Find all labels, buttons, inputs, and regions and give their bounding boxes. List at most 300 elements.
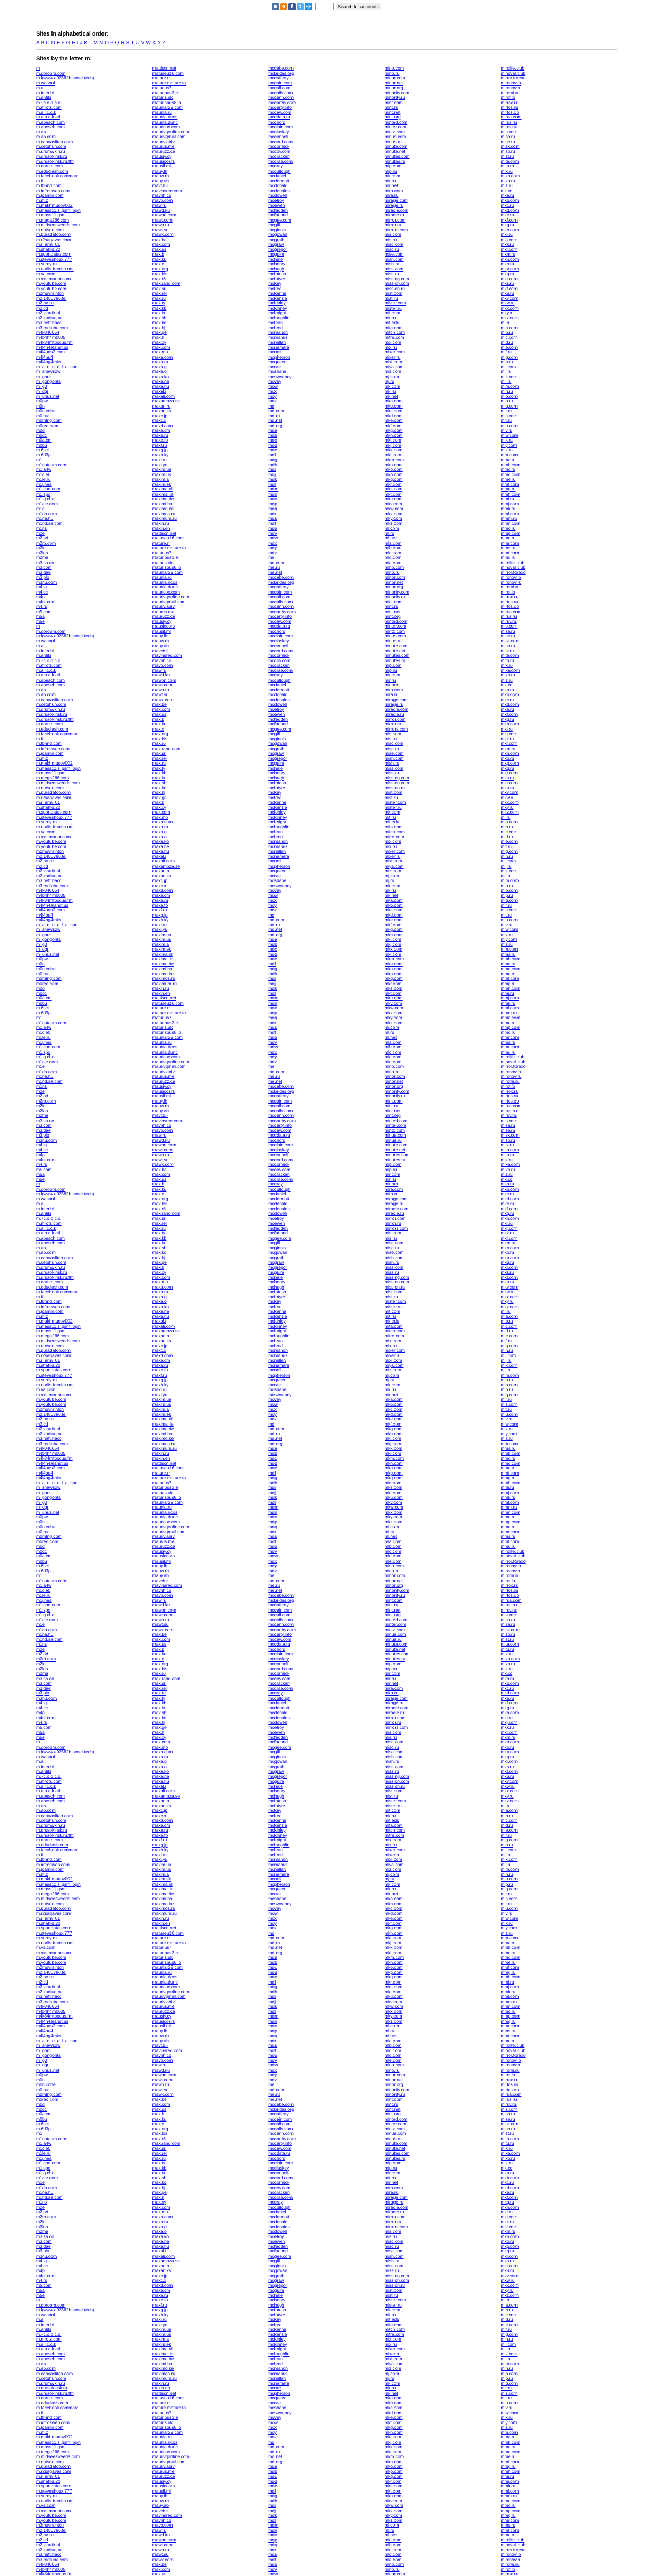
site-link[interactable]: m_dgr [36,946,49,952]
site-link[interactable]: mitre.com [384,334,404,340]
site-link[interactable]: mkb.com [501,692,519,697]
site-link[interactable]: mausil.ml [152,628,171,634]
site-link[interactable]: mitu.ru [501,2141,514,2146]
site-link[interactable]: minted.com [384,1117,408,1123]
site-link[interactable]: mish.com [384,1255,404,1260]
site-link[interactable]: ml.net [384,1534,397,1539]
site-link[interactable]: minutes.ru [384,158,405,164]
site-link[interactable]: mli.com [501,1352,516,1358]
site-link[interactable]: mla.com [384,2537,402,2543]
site-link[interactable]: max.be [152,1166,167,1172]
site-link[interactable]: mature.rr [152,75,170,80]
site-link[interactable]: md.ru [268,413,280,418]
site-link[interactable]: mkz.com [384,2517,403,2523]
site-link[interactable]: mise.com [384,251,404,257]
site-link[interactable]: mkx.com [501,1294,519,1299]
site-link[interactable]: mish.com [384,2253,404,2259]
site-link[interactable]: m3.redtube.com [36,1998,68,2004]
site-link[interactable]: mccdata.ru [268,114,290,120]
site-link[interactable]: minus.com [384,134,406,139]
site-link[interactable]: mirror.ru [384,721,401,726]
site-link[interactable]: m.wasnol [36,1196,55,1201]
site-link[interactable]: mkf.com [501,2194,518,2200]
site-link[interactable]: maxim.ua [152,2327,171,2332]
site-link[interactable]: mawd.ku [152,1137,170,1143]
site-link[interactable]: mds [268,2043,277,2048]
site-link[interactable]: mixi.com [384,858,402,863]
site-link[interactable]: max.ty [152,1230,165,1235]
site-link[interactable]: mirolife.club [501,560,525,565]
site-link[interactable]: mdt [268,1029,276,1035]
site-link[interactable]: mkz.com [501,1303,519,1309]
site-link[interactable]: mirage.ru [384,1201,404,1206]
site-link[interactable]: mcintyre [268,785,285,790]
site-link[interactable]: mkl.com [384,1450,401,1456]
site-link[interactable]: m_gongonta [36,379,61,384]
site-link[interactable]: mkr.com [501,2253,518,2259]
site-link[interactable]: m.r_arm_01 [36,2473,60,2479]
site-link[interactable]: maunla.ricos [152,579,178,585]
site-link[interactable]: mccord.com [268,1157,293,1162]
site-link[interactable]: mcknight [268,2346,286,2351]
site-link[interactable]: m [36,66,40,71]
site-link[interactable]: m5e [36,2292,45,2298]
site-link[interactable]: ml.ru [384,1529,394,1534]
site-link[interactable]: mlh.ru [501,853,513,859]
site-link[interactable]: mki.com [384,1935,401,1940]
site-link[interactable]: miso.ru [501,1137,515,1143]
site-link[interactable]: m.shahid.20 [36,2478,60,2484]
site-link[interactable]: mckenna [268,1818,287,1823]
site-link[interactable]: maxc.jp [152,413,168,418]
site-link[interactable]: mcmahon [268,1348,288,1353]
site-link[interactable]: mccoy.com [268,1675,291,1681]
letter-link-b[interactable]: B [41,40,45,46]
site-link[interactable]: m.puradatoo.com [36,232,71,237]
site-link[interactable]: mcguire [268,1778,284,1784]
site-link[interactable]: mirror.forexo [501,569,526,575]
site-link[interactable]: mkp.com [501,266,519,272]
site-link[interactable]: m.l(www.e92562b.tweet.tech) [36,633,94,638]
site-link[interactable]: mle.com [384,560,402,565]
site-link[interactable]: misc.com [384,242,404,247]
site-link[interactable]: mcgill [268,1240,280,1245]
site-link[interactable]: m.fbhnd.com [36,183,62,188]
site-link[interactable]: mlo.com [501,888,518,893]
site-link[interactable]: mcx [268,1406,277,1412]
site-link[interactable]: mk.co [501,1176,513,1182]
site-link[interactable]: miya.com [384,364,404,369]
site-link[interactable]: mmi.ru [501,496,514,501]
site-link[interactable]: matuseu16.com [152,2395,184,2400]
site-link[interactable]: max.com [152,1636,170,1642]
site-link[interactable]: mls.com [501,1896,518,1901]
site-link[interactable]: mcewen [268,202,285,208]
site-link[interactable]: maxi.ru [152,1387,167,1392]
site-link[interactable]: m1c.e0 [36,2145,51,2151]
site-link[interactable]: m1c.e0 [36,1587,51,1593]
site-link[interactable]: m.dorobm.com [36,2302,66,2308]
site-link[interactable]: mauruzz.ca [152,614,176,619]
site-link[interactable]: minutes.ru [384,2155,405,2161]
site-link[interactable]: mk.net [384,1392,398,1397]
site-link[interactable]: mko.ru [501,1250,514,1255]
site-link[interactable]: mlh.ru [501,1842,513,1848]
site-link[interactable]: maxa.ru [152,359,168,364]
site-link[interactable]: minor.net [384,579,403,585]
site-link[interactable]: maurivgmail.com [152,599,186,604]
site-link[interactable]: mix.ru [384,2341,397,2347]
site-link[interactable]: mku.com [384,496,403,501]
site-link[interactable]: mdp [268,1519,277,1524]
site-link[interactable]: m.drusokinsk.ru.fht [36,1274,74,1280]
site-link[interactable]: maxime.de [152,1891,174,1896]
site-link[interactable]: m3.nett.hacc [36,1436,62,1441]
site-link[interactable]: mcfadden [268,716,288,722]
site-link[interactable]: mlp.ru [501,1387,513,1392]
site-link[interactable]: m.6sci [36,1563,49,1568]
site-link[interactable]: mino.com [384,66,404,71]
site-link[interactable]: mlq.com [501,403,518,409]
site-link[interactable]: mccluskey [268,1147,289,1153]
site-link[interactable]: mist.ru [501,1636,514,1642]
site-link[interactable]: mcmahon [268,1857,288,1862]
site-link[interactable]: m.steveshoux.777 [36,814,72,820]
site-link[interactable]: mcconnell [268,1152,288,1157]
site-link[interactable]: mira.ru [384,193,399,198]
site-link[interactable]: maximos.ru [152,2370,176,2376]
site-link[interactable]: mix.ru [501,1651,513,1656]
site-link[interactable]: miracle.com [384,706,409,712]
site-link[interactable]: mdb [268,941,277,947]
site-link[interactable]: mln.ru [501,1377,513,1382]
site-link[interactable]: mkq.ru [501,1260,514,1265]
site-link[interactable]: mclean [268,1847,283,1852]
site-link[interactable]: mkd.com [501,1690,519,1696]
site-link[interactable]: mccarthy.com [268,1626,296,1632]
site-link[interactable]: mature.rr [152,1470,170,1476]
site-link[interactable]: mkq.com [384,1475,403,1480]
site-link[interactable]: m.a.o.c.k.atl [36,1230,60,1235]
site-link[interactable]: mmr.com [501,2023,519,2028]
site-link[interactable]: mdh [268,462,277,467]
site-link[interactable]: maxin.en [152,1920,170,1926]
site-link[interactable]: mission.com [384,281,409,286]
site-link[interactable]: m.a [36,85,44,90]
site-link[interactable]: mdz [268,1059,277,1064]
site-link[interactable]: mcgill [268,731,280,736]
site-link[interactable]: max.mo [152,1279,168,1284]
site-link[interactable]: mkt.com [384,1489,402,1495]
site-link[interactable]: mcbrides.org [268,2106,294,2112]
site-link[interactable]: maxamoza.se [152,1328,180,1333]
site-link[interactable]: maximal.ie [152,1421,174,1427]
site-link[interactable]: maximo.ke [152,1901,174,1906]
site-link[interactable]: ml.ru [384,2028,394,2033]
site-link[interactable]: mk.co [501,682,513,687]
site-link[interactable]: m.ff [36,178,44,183]
site-link[interactable]: mclean [268,320,283,325]
site-link[interactable]: mavcb.ii [152,1578,169,1583]
site-link[interactable]: mlb.com [384,2542,402,2547]
site-link[interactable]: mcsweeney [268,2410,292,2415]
site-link[interactable]: mkh.com [501,1215,519,1221]
site-link[interactable]: mk.ru [384,1387,396,1392]
site-link[interactable]: maxi.ru [152,1852,167,1857]
site-link[interactable]: mkr.com [384,1480,402,1485]
site-link[interactable]: mit.edu [384,1318,399,1324]
site-link[interactable]: mcgrath [268,1255,285,1260]
site-link[interactable]: mauriv.abiv [152,1998,175,2004]
site-link[interactable]: mcz [268,1925,277,1930]
site-link[interactable]: m.fbhnd.com [36,1857,62,1862]
site-link[interactable]: mission.com [384,1279,409,1284]
site-link[interactable]: minutes.ru [384,1656,405,1662]
site-link[interactable]: mausil.ml [152,1093,171,1098]
site-link[interactable]: mckinney [268,2341,287,2347]
site-link[interactable]: mist.ru [501,154,514,159]
site-link[interactable]: maxali.com [152,858,175,863]
site-link[interactable]: m4l4n4alandt.us [36,902,69,908]
site-link[interactable]: mironov.lo [501,1069,521,1074]
site-link[interactable]: mcy [268,393,277,399]
site-link[interactable]: maxim.us [152,471,171,477]
site-link[interactable]: miz.ru [501,183,513,188]
site-link[interactable]: mcintosh [268,271,286,276]
site-link[interactable]: mirua.com [501,608,522,614]
site-link[interactable]: mle.com [384,2556,402,2562]
site-link[interactable]: mauriv.abiv [152,604,175,609]
site-link[interactable]: m0n.cobe [36,1524,56,1529]
site-link[interactable]: max.c [152,1656,164,1662]
site-link[interactable]: m0n [36,403,45,409]
site-link[interactable]: mdb [268,432,277,438]
site-link[interactable]: maxan.ru [152,868,171,873]
site-link[interactable]: m2ma [36,1671,48,1676]
site-link[interactable]: m4.ig [36,1142,47,1147]
letter-link-r[interactable]: R [121,40,125,46]
site-link[interactable]: mavinsrec.com [152,1117,182,1123]
site-link[interactable]: maxa.hu [152,383,169,389]
site-link[interactable]: mla.com [501,1313,518,1319]
site-link[interactable]: m4.cc [36,1705,48,1710]
site-link[interactable]: mkk.com [384,1945,403,1950]
site-link[interactable]: missing.com [384,276,409,281]
site-link[interactable]: maxim.ek [152,1876,171,1882]
site-link[interactable]: mku.ru [501,2268,514,2273]
site-link[interactable]: m4l4uqs2.com [36,349,65,354]
site-link[interactable]: max.rand.com [152,1211,181,1216]
site-link[interactable]: max.srl [152,2145,167,2151]
site-link[interactable]: mdf [268,1979,276,1985]
site-link[interactable]: maxim.us [152,1867,171,1872]
site-link[interactable]: m.ahtiki [36,1211,51,1216]
site-link[interactable]: m.mrots.com [36,1221,62,1226]
site-link[interactable]: m.ff [36,2410,44,2415]
site-link[interactable]: maurus.me [152,144,175,149]
site-link[interactable]: mirage.com [384,197,408,203]
site-link[interactable]: m2.cd [36,1421,48,1427]
site-link[interactable]: mkl.com [501,1730,518,1735]
site-link[interactable]: maturisbus8.io [152,1029,181,1035]
site-link[interactable]: mko.ru [501,1744,514,1750]
site-link[interactable]: m_a_n_u_e_l_a_spo [36,364,78,369]
site-link[interactable]: mit.edu [384,1818,399,1823]
site-link[interactable]: m5e [36,618,45,624]
site-link[interactable]: mkt.com [501,780,518,785]
site-link[interactable]: minute.net [384,1646,405,1652]
site-link[interactable]: mmc.ru [501,467,516,472]
site-link[interactable]: me.com [268,2087,284,2092]
site-link[interactable]: maxamoza.se [152,863,180,869]
site-link[interactable]: max.ia [152,1240,165,1245]
site-link[interactable]: mlo.com [501,2370,518,2376]
site-link[interactable]: maxe.cm [152,2287,170,2293]
site-link[interactable]: mis.com [384,2229,401,2234]
site-link[interactable]: maturibus3.e [152,2415,178,2420]
site-link[interactable]: m3nu.com [36,1695,57,1701]
site-link[interactable]: maxim.a [152,941,169,947]
site-link[interactable]: m.uorlis.fmmita.net [36,1382,74,1387]
letter-link-k[interactable]: K [84,40,89,46]
site-link[interactable]: minus.com [384,1632,406,1637]
site-link[interactable]: mds [268,516,277,521]
site-link[interactable]: mkw.ru [501,2278,515,2283]
site-link[interactable]: maxin.en [152,990,170,996]
site-link[interactable]: mkh.com [501,721,519,726]
site-link[interactable]: mawon.com [152,1607,176,1613]
site-link[interactable]: mkb.com [501,1681,519,1686]
site-link[interactable]: mcmanus [268,334,288,340]
site-link[interactable]: m2muvrsinton [36,2522,64,2528]
site-link[interactable]: mkp.com [501,1749,519,1754]
site-link[interactable]: m.uorlis.fmmita.net [36,2498,74,2503]
site-link[interactable]: mint.ru [384,1602,399,1607]
site-link[interactable]: maxd.com [152,1818,173,1823]
site-link[interactable]: maxi.yu [152,1857,168,1862]
site-link[interactable]: m2.kadiuq.net [36,873,64,878]
site-link[interactable]: mkm.com [384,1955,404,1960]
site-link[interactable]: maw.ru [152,202,167,208]
site-link[interactable]: mkh.com [384,1930,403,1936]
site-link[interactable]: mki.com [384,937,401,942]
site-link[interactable]: mawd.ku [152,207,170,213]
site-link[interactable]: mcy [268,902,277,908]
site-link[interactable]: misc.ru [384,246,399,252]
site-link[interactable]: missing.com [384,1274,409,1280]
site-link[interactable]: mattiscn.net [152,1925,176,1930]
site-link[interactable]: mml.com [501,1994,519,1999]
site-link[interactable]: m.ff [36,1294,44,1299]
site-link[interactable]: maurivqonline.com [152,1524,190,1529]
site-link[interactable]: misc.com [384,1240,404,1245]
site-link[interactable]: maxa.g [152,1759,167,1764]
site-link[interactable]: mm.com [501,2429,518,2435]
site-link[interactable]: m2ro.com [36,1098,56,1104]
site-link[interactable]: mirtos.ru [501,2082,518,2087]
site-link[interactable]: maunla.ricos [152,1044,178,1049]
site-link[interactable]: m2ro.com [36,1656,56,1662]
site-link[interactable]: mirua.com [501,2092,522,2097]
site-link[interactable]: mkf.com [501,711,518,717]
site-link[interactable]: miracle.com [384,207,409,213]
site-link[interactable]: mka.com [384,398,403,403]
site-link[interactable]: mcgregor [268,246,287,252]
site-link[interactable]: m0dc [36,1548,47,1554]
site-link[interactable]: mis.com [384,1730,401,1735]
site-link[interactable]: mli.com [501,2341,516,2347]
site-link[interactable]: maxe.fo [152,902,168,908]
site-link[interactable]: mkg.ru [501,222,514,227]
site-link[interactable]: mita.com [501,653,519,658]
site-link[interactable]: mir.net [384,183,398,188]
site-link[interactable]: maxal.i [152,853,166,859]
site-link[interactable]: mixa.com [501,173,520,178]
site-link[interactable]: m4rk.com [36,599,56,604]
site-link[interactable]: mlc.com [384,550,401,555]
site-link[interactable]: maturibus3.e [152,90,178,95]
site-link[interactable]: mckenna [268,2327,287,2332]
site-link[interactable]: mccafferty [268,1602,289,1607]
site-link[interactable]: mkr.com [384,1979,402,1985]
site-link[interactable]: maxime.de [152,2356,174,2361]
site-link[interactable]: max.bis [152,1201,168,1206]
site-link[interactable]: m4l4uqs2.com [36,1465,65,1470]
site-link[interactable]: mdg [268,1984,277,1989]
site-link[interactable]: m2.icardinal [36,1984,60,1989]
site-link[interactable]: m.inter.bi [36,1206,54,1211]
site-link[interactable]: m4rk.com [36,1157,56,1162]
site-link[interactable]: mcqueen [268,2395,287,2400]
site-link[interactable]: mcknight [268,1837,286,1842]
site-link[interactable]: misa.ru [501,1123,515,1128]
site-link[interactable]: mis.com [501,1117,518,1123]
site-link[interactable]: m1 [36,1015,42,1020]
site-link[interactable]: mka.ru [501,1675,514,1681]
site-link[interactable]: mauy.lh [152,1563,168,1568]
site-link[interactable]: mcw [268,1401,278,1407]
site-link[interactable]: max.h [152,800,164,805]
site-link[interactable]: m3nu.com [36,579,57,585]
site-link[interactable]: mcx [268,2425,277,2430]
site-link[interactable]: mlt.ru [501,912,512,918]
site-link[interactable]: miracle.com [384,1206,409,1211]
site-link[interactable]: mckinley [268,2336,286,2342]
site-link[interactable]: mkx.com [384,1010,403,1015]
site-link[interactable]: m0a.cm [36,995,52,1001]
site-link[interactable]: mirus.ru [501,119,517,125]
site-link[interactable]: mix.com [384,1837,401,1842]
site-link[interactable]: maxin.en [152,1455,170,1461]
site-link[interactable]: m.abesch.com [36,1235,65,1241]
site-link[interactable]: mlq.com [501,897,518,903]
site-link[interactable]: mir.net [384,682,398,687]
site-link[interactable]: max.b [152,251,164,257]
site-link[interactable]: mit.com [384,2307,400,2312]
site-link[interactable]: mcconnell [268,1661,288,1666]
site-link[interactable]: mks.ru [501,2258,514,2263]
site-link[interactable]: mla.com [501,2302,518,2308]
site-link[interactable]: mkg.com [384,927,403,932]
site-link[interactable]: ml.net [384,535,397,540]
site-link[interactable]: m2lu [36,2219,46,2224]
site-link[interactable]: mkx.com [384,511,403,516]
site-link[interactable]: m.facebook.commarc [36,1847,79,1852]
site-link[interactable]: mawt.su [152,227,169,232]
site-link[interactable]: maximal.ie [152,491,174,497]
site-link[interactable]: mku.com [384,995,403,1001]
site-link[interactable]: mccaw.com [268,1636,292,1642]
